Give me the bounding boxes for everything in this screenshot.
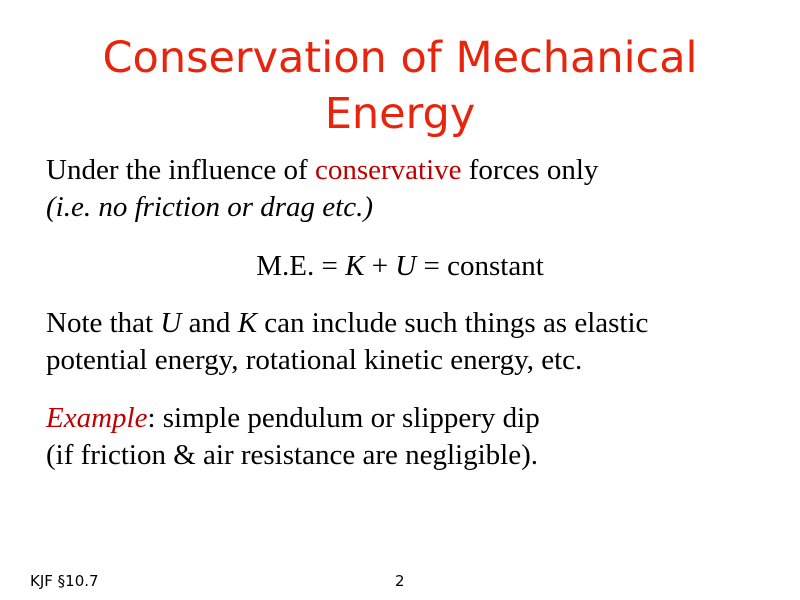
equation-u: U xyxy=(395,250,417,282)
note-post: can include such things as elastic xyxy=(257,307,649,339)
energy-equation xyxy=(0,248,800,285)
note-line-1 xyxy=(46,305,648,342)
equation-k: K xyxy=(345,250,365,282)
note-k: K xyxy=(237,307,258,339)
note-pre: Note that xyxy=(46,307,161,339)
example-label: Example xyxy=(46,402,148,434)
example-paragraph xyxy=(46,400,540,474)
note-line-2: potential energy, rotational kinetic energy, etc. xyxy=(46,344,583,376)
title-line-2: Energy xyxy=(324,89,476,139)
intro-paragraph xyxy=(46,152,598,226)
page-number: 2 xyxy=(395,572,405,590)
intro-post: forces only xyxy=(461,154,599,186)
conservative-highlight: conservative xyxy=(314,154,462,186)
note-paragraph xyxy=(46,305,648,379)
note-u: U xyxy=(160,307,182,339)
slide-title xyxy=(60,30,740,142)
example-line-1 xyxy=(46,400,540,437)
example-line-2: (if friction & air resistance are negligible). xyxy=(46,439,538,471)
intro-pre: Under the influence of xyxy=(46,154,315,186)
note-and: and xyxy=(181,307,238,339)
equation-plus: + xyxy=(364,250,396,282)
equation-me: M.E. = xyxy=(256,250,346,282)
example-text: : simple pendulum or slippery dip xyxy=(147,402,540,434)
footer-reference: KJF §10.7 xyxy=(30,572,99,590)
title-line-1: Conservation of Mechanical xyxy=(102,33,698,83)
intro-line-1 xyxy=(46,152,598,189)
equation-rest: = constant xyxy=(416,250,544,282)
intro-note: (i.e. no friction or drag etc.) xyxy=(46,191,374,223)
